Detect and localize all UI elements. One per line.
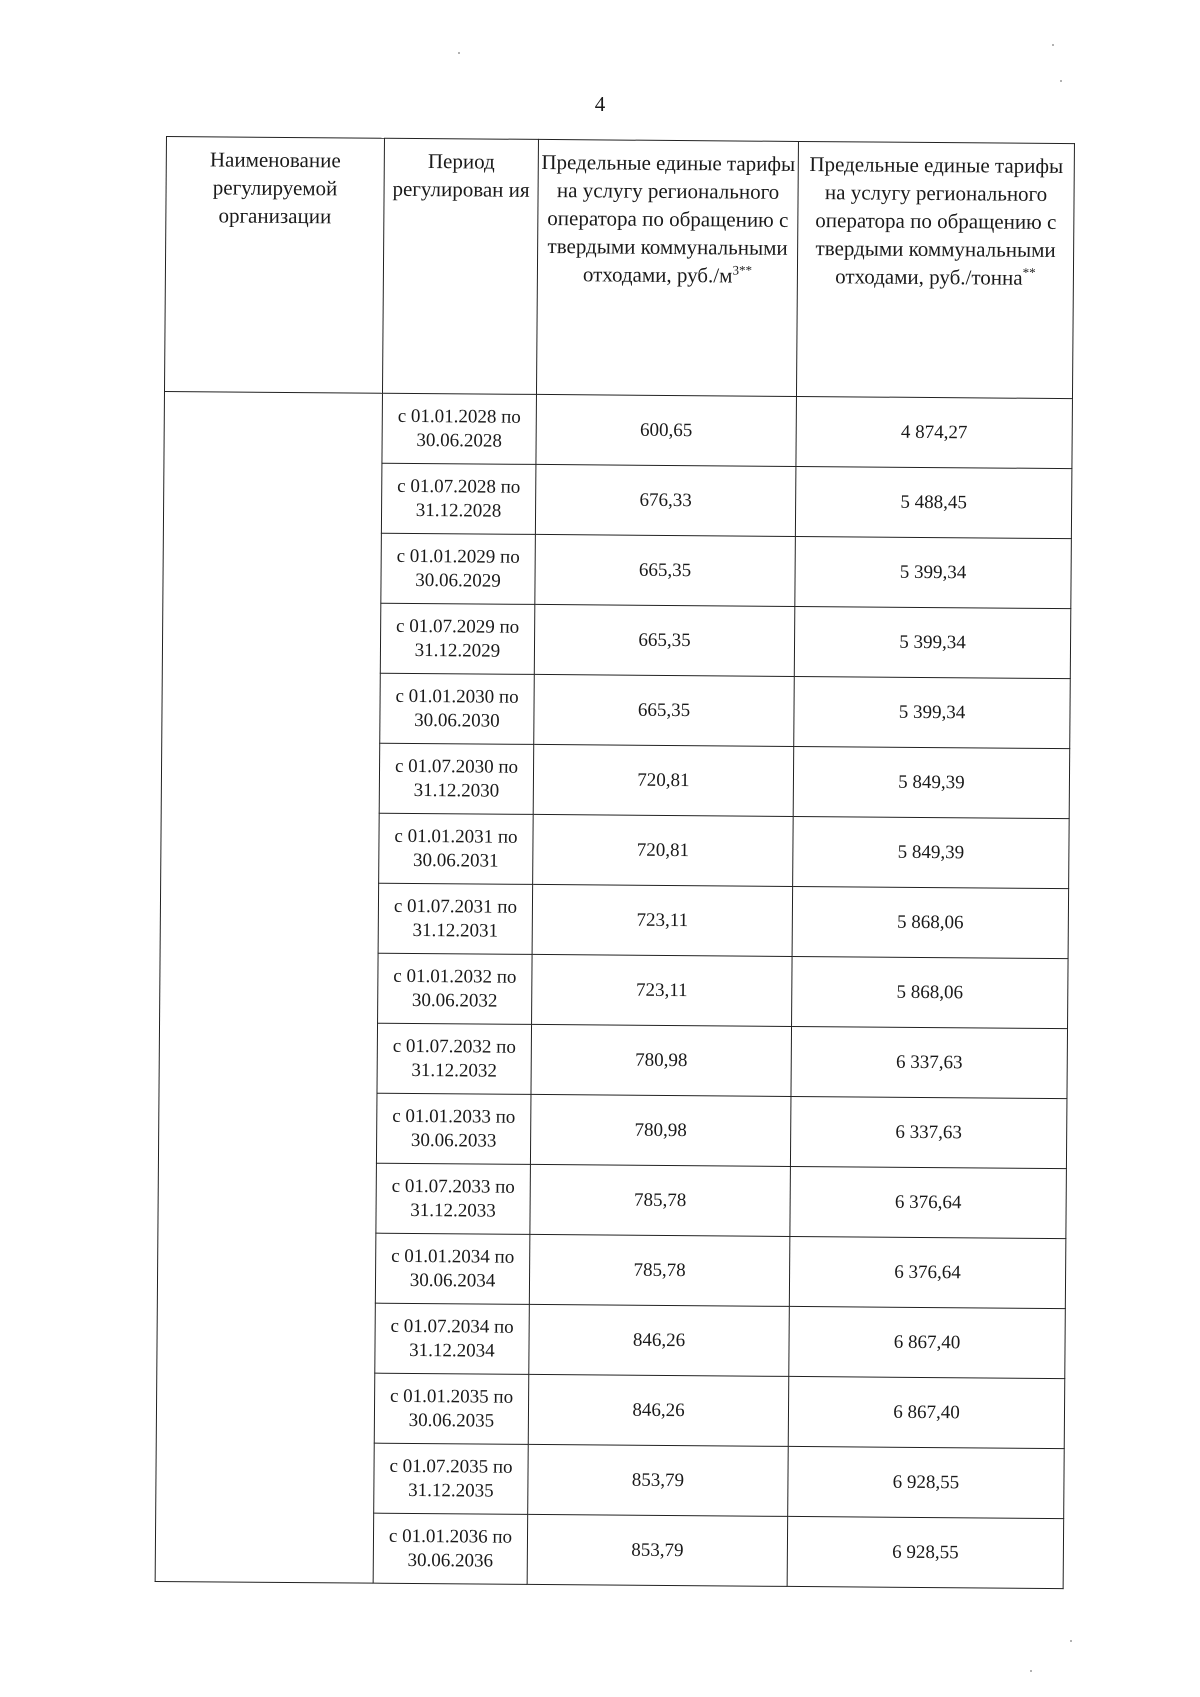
- period-end: 31.12.2028: [415, 499, 502, 522]
- period-end: 31.12.2031: [412, 919, 499, 942]
- table-row: [164, 391, 1073, 468]
- tariff-m3-cell: 600,65: [536, 394, 797, 466]
- tariff-m3-cell: 723,11: [532, 884, 793, 956]
- header-organization: Наименование регулируемой организации: [164, 137, 384, 394]
- tariff-ton-cell: 5 488,45: [795, 466, 1072, 538]
- period-end: 31.12.2033: [410, 1199, 496, 1222]
- period-end: 31.12.2034: [409, 1339, 495, 1362]
- period-cell: [378, 883, 533, 954]
- period-end: 30.06.2031: [412, 849, 499, 872]
- period-cell: [382, 393, 537, 464]
- period-end: 30.06.2032: [411, 989, 498, 1012]
- period-start: с 01.07.2033 по: [391, 1175, 515, 1198]
- page-number: 4: [594, 92, 606, 116]
- organization-cell: [155, 391, 382, 1583]
- period-end: 30.06.2034: [409, 1269, 496, 1292]
- tariff-m3-cell: 665,35: [534, 674, 795, 746]
- tariff-m3-cell: 780,98: [530, 1094, 791, 1166]
- tariff-ton-cell: 6 376,64: [789, 1236, 1066, 1308]
- tariff-m3-cell: 785,78: [529, 1234, 790, 1306]
- period-end: 30.06.2035: [408, 1409, 495, 1432]
- tariff-ton-cell: 5 399,34: [794, 676, 1071, 748]
- tariff-m3-cell: 676,33: [535, 464, 796, 536]
- tariff-ton-cell: 6 928,55: [787, 1516, 1064, 1588]
- period-cell: [378, 953, 533, 1024]
- tariff-m3-cell: 723,11: [532, 954, 793, 1026]
- header-tariff-m3: [536, 139, 798, 396]
- tariff-ton-cell: 6 867,40: [788, 1376, 1065, 1448]
- tariff-m3-cell: 785,78: [530, 1164, 791, 1236]
- period-cell: [377, 1023, 532, 1094]
- tariff-m3-cell: 665,35: [535, 534, 796, 606]
- table-header-row: [164, 137, 1074, 399]
- period-cell: [379, 813, 534, 884]
- scan-speck: [1070, 1640, 1072, 1642]
- period-start: с 01.07.2035 по: [389, 1455, 513, 1478]
- tariff-ton-cell: 6 867,40: [789, 1306, 1066, 1378]
- scan-speck: [1060, 80, 1062, 82]
- tariff-ton-cell: 5 399,34: [794, 606, 1071, 678]
- period-end: 31.12.2030: [413, 779, 500, 802]
- period-start: с 01.01.2029 по: [396, 545, 520, 568]
- period-end: 30.06.2028: [416, 429, 502, 452]
- period-cell: [380, 673, 535, 744]
- tariff-ton-cell: 5 399,34: [795, 536, 1072, 608]
- tariff-ton-cell: 5 849,39: [793, 816, 1070, 888]
- tariff-m3-cell: 853,79: [527, 1514, 788, 1586]
- period-start: с 01.07.2031 по: [393, 895, 518, 918]
- period-cell: [376, 1093, 531, 1164]
- header-tariff-ton-sup: **: [1022, 264, 1036, 280]
- period-cell: [374, 1443, 529, 1514]
- period-start: с 01.07.2029 по: [396, 615, 520, 638]
- tariff-ton-cell: 6 376,64: [790, 1166, 1067, 1238]
- tariff-ton-cell: 4 874,27: [796, 396, 1073, 468]
- tariff-m3-cell: 853,79: [528, 1444, 789, 1516]
- scan-speck: [458, 52, 460, 54]
- header-period: Период регулирован ия: [382, 138, 538, 394]
- tariff-m3-cell: 720,81: [533, 814, 794, 886]
- tariff-m3-cell: 780,98: [531, 1024, 792, 1096]
- period-cell: [374, 1373, 529, 1444]
- period-cell: [376, 1163, 531, 1234]
- period-cell: [375, 1233, 530, 1304]
- period-start: с 01.01.2033 по: [392, 1105, 516, 1128]
- period-cell: [381, 463, 536, 534]
- tariff-m3-cell: 720,81: [533, 744, 794, 816]
- period-start: с 01.01.2031 по: [394, 825, 518, 848]
- period-end: 30.06.2033: [410, 1129, 497, 1152]
- period-cell: [373, 1513, 528, 1584]
- period-end: 30.06.2029: [415, 569, 501, 592]
- period-cell: [375, 1303, 530, 1374]
- tariff-ton-cell: 5 849,39: [793, 746, 1070, 818]
- period-cell: [379, 743, 534, 814]
- tariff-m3-cell: 665,35: [534, 604, 795, 676]
- period-start: с 01.07.2034 по: [390, 1315, 514, 1338]
- period-start: с 01.07.2032 по: [392, 1035, 516, 1058]
- period-start: с 01.07.2028 по: [397, 475, 521, 498]
- tariff-ton-cell: 6 337,63: [791, 1026, 1068, 1098]
- tariff-ton-cell: 5 868,06: [792, 956, 1069, 1028]
- scan-speck: [1052, 44, 1054, 46]
- tariff-m3-cell: 846,26: [528, 1374, 789, 1446]
- scan-speck: [1030, 1670, 1032, 1672]
- period-end: 30.06.2030: [414, 709, 500, 732]
- period-start: с 01.01.2030 по: [395, 685, 519, 708]
- period-end: 31.12.2035: [408, 1479, 494, 1502]
- header-tariff-ton: [796, 141, 1074, 398]
- header-tariff-ton-text: Предельные единые тарифы на услугу регионального оператора по обращению с твердыми коммунальными отходами, руб./тонна: [809, 152, 1064, 290]
- period-end: 30.06.2036: [407, 1549, 494, 1572]
- period-end: 31.12.2032: [411, 1059, 498, 1082]
- table-body: [155, 391, 1072, 1588]
- period-start: с 01.01.2034 по: [391, 1245, 515, 1268]
- period-start: с 01.01.2028 по: [397, 405, 521, 428]
- period-start: с 01.01.2032 по: [393, 965, 517, 988]
- period-start: с 01.07.2030 по: [394, 755, 519, 778]
- period-start: с 01.01.2035 по: [389, 1385, 514, 1408]
- period-end: 31.12.2029: [414, 639, 501, 662]
- tariff-m3-cell: 846,26: [529, 1304, 790, 1376]
- header-tariff-m3-sup: 3**: [732, 262, 753, 278]
- tariff-table: [155, 136, 1075, 1589]
- tariff-ton-cell: 5 868,06: [792, 886, 1069, 958]
- period-start: с 01.01.2036 по: [388, 1525, 513, 1548]
- tariff-ton-cell: 6 337,63: [790, 1096, 1067, 1168]
- tariff-ton-cell: 6 928,55: [788, 1446, 1065, 1518]
- header-tariff-m3-text: Предельные единые тарифы на услугу регионального оператора по обращению с твердыми коммунальными отходами, руб./м: [541, 149, 796, 288]
- period-cell: [381, 533, 536, 604]
- period-cell: [380, 603, 535, 674]
